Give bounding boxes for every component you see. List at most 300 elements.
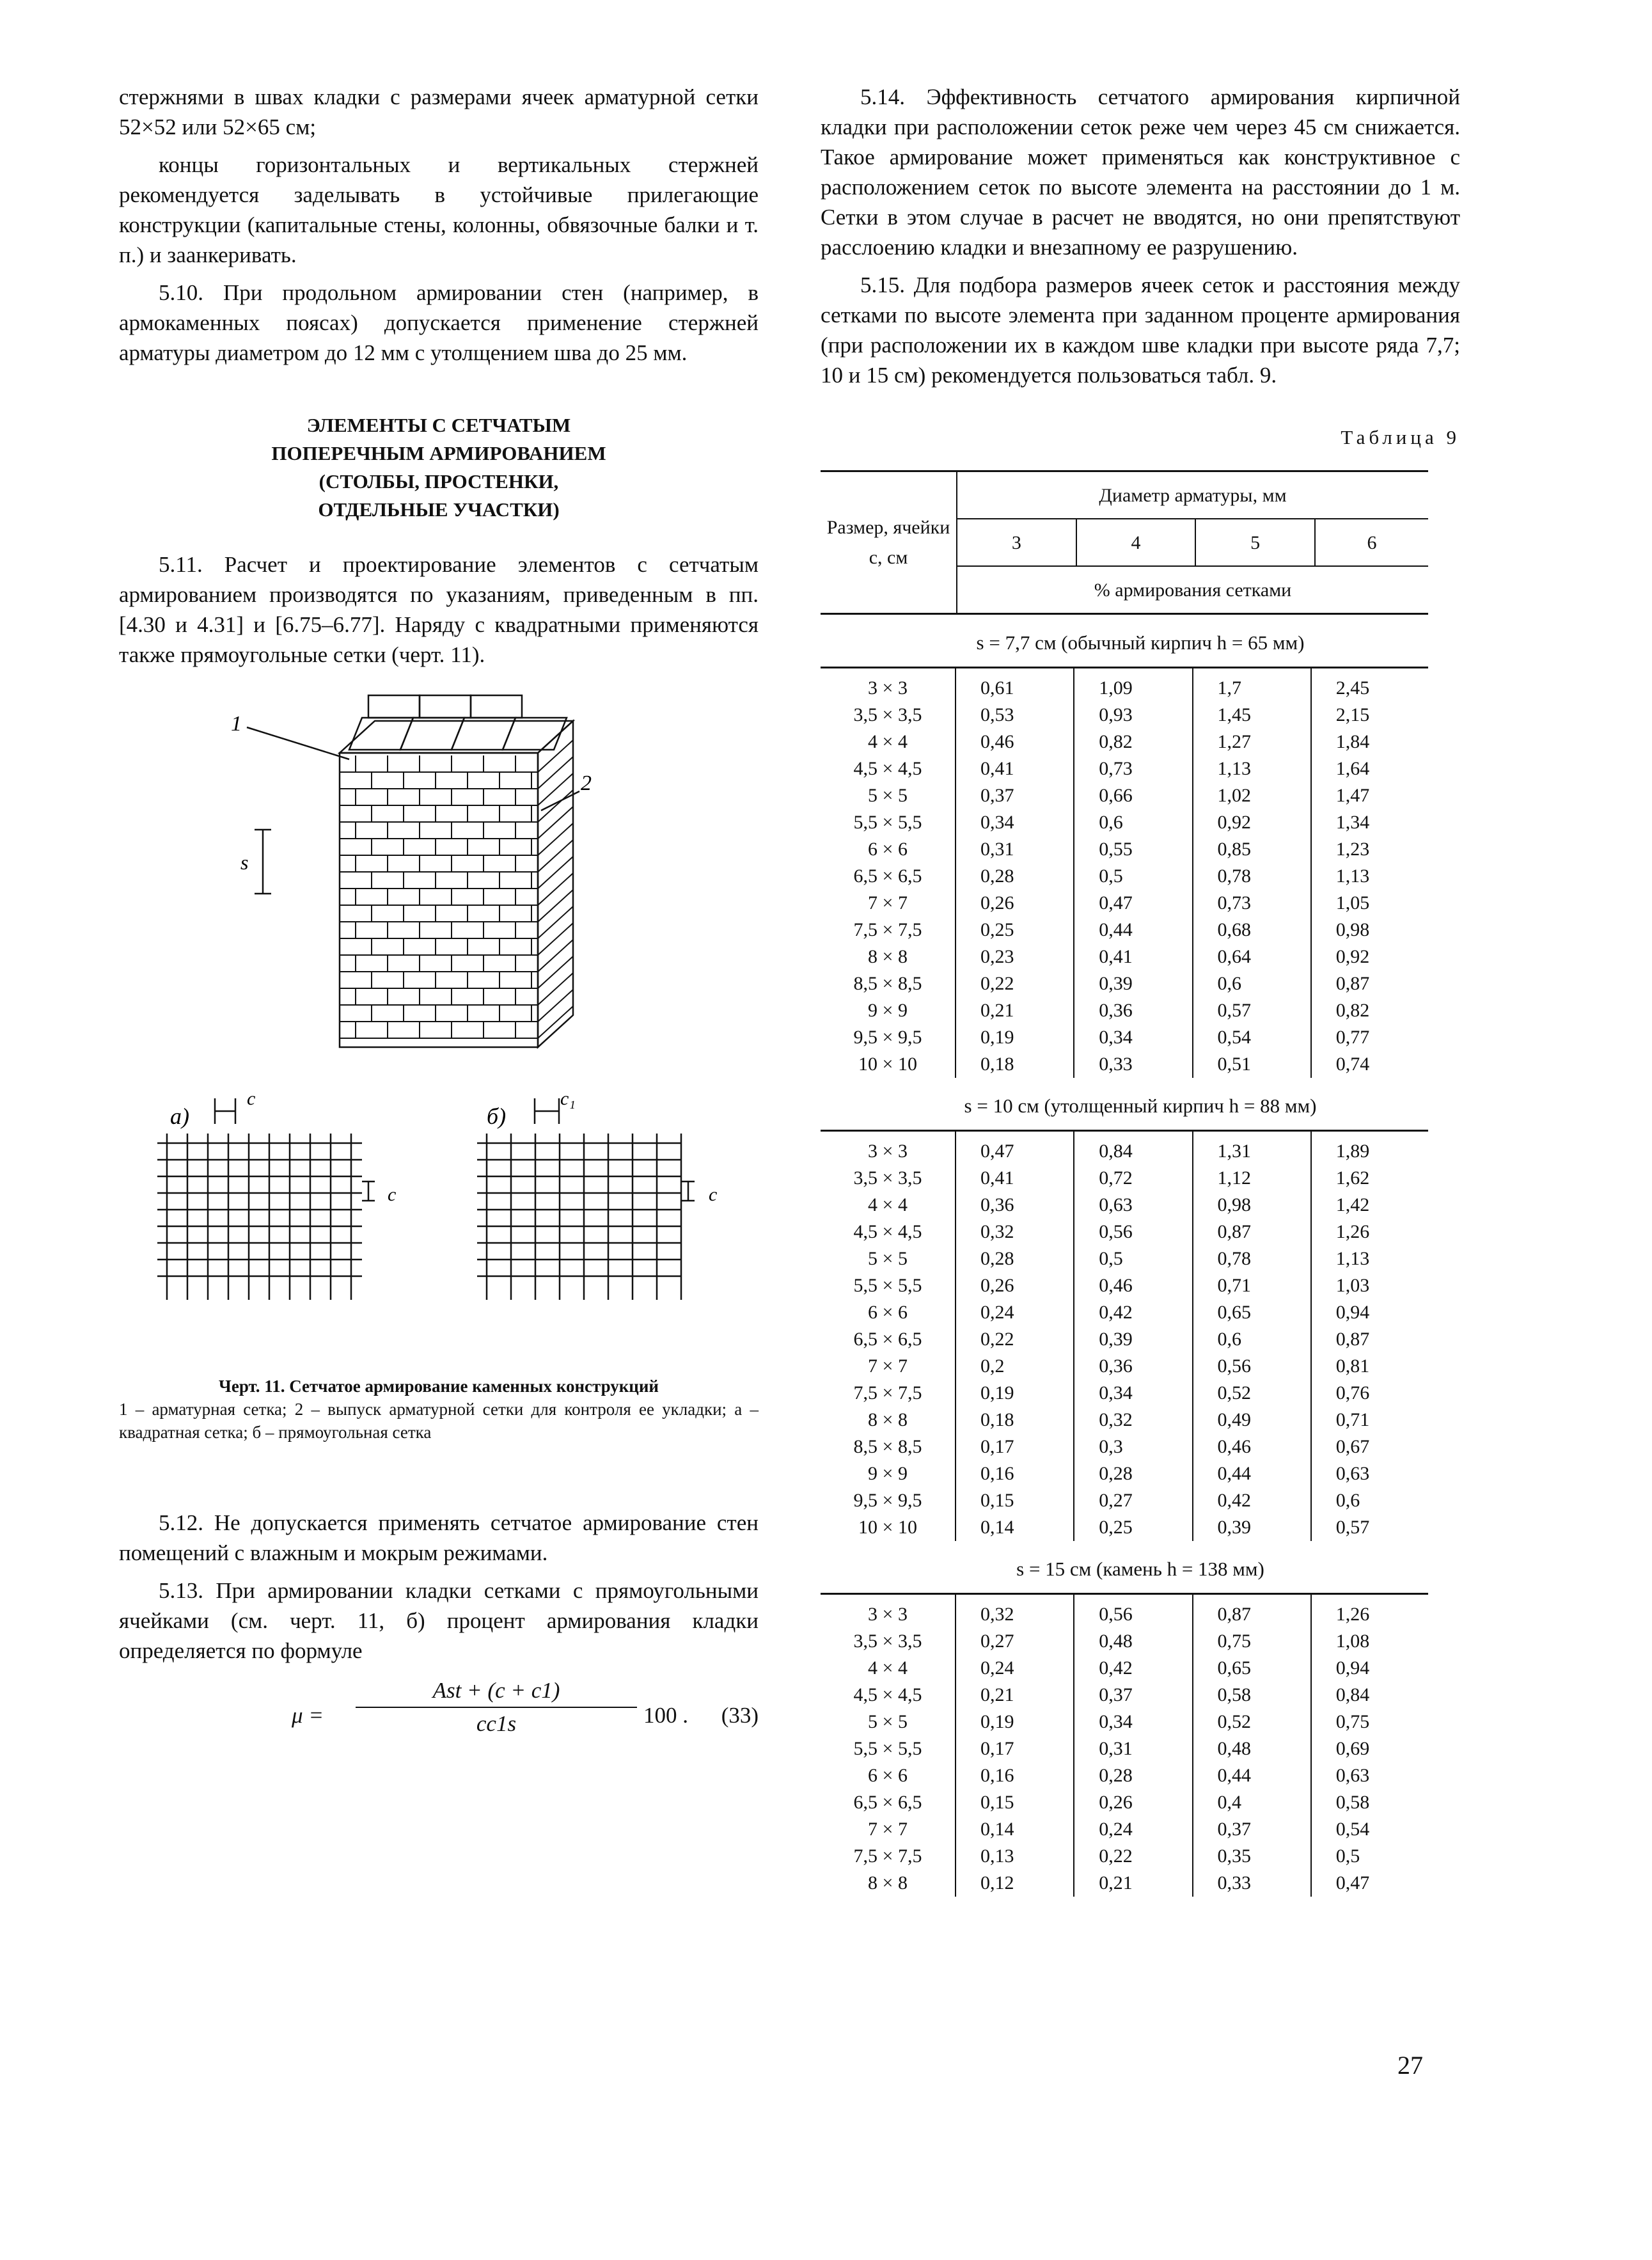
cell-size: 5,5 × 5,5 xyxy=(853,812,922,833)
table-row xyxy=(821,1407,1428,1434)
cell-value: 0,63 xyxy=(1311,1460,1428,1487)
section-heading xyxy=(119,411,759,524)
cell-size: 3 × 3 xyxy=(868,677,908,699)
cell-value: 0,15 xyxy=(956,1487,1074,1514)
cell-value: 0,6 xyxy=(1193,1326,1311,1353)
cell-value: 0,71 xyxy=(1311,1407,1428,1434)
header-d4: 4 xyxy=(1076,519,1196,566)
cell-value: 1,34 xyxy=(1311,809,1428,836)
table-row xyxy=(821,944,1428,970)
top-brick xyxy=(471,695,522,718)
cell-size: 7 × 7 xyxy=(868,1819,908,1840)
cell-value: 0,39 xyxy=(1074,1326,1192,1353)
cell-size: 4 × 4 xyxy=(868,1657,908,1679)
cell-value: 0,13 xyxy=(956,1843,1074,1870)
cell-value: 0,28 xyxy=(1074,1460,1192,1487)
paragraph-continuation: стержнями в швах кладки с размерами ячеек арматурной сетки 52×52 или 52×65 см; xyxy=(119,84,759,139)
cell-value: 0,75 xyxy=(1311,1709,1428,1735)
cell-size: 8,5 × 8,5 xyxy=(853,1436,922,1457)
cell-value: 1,05 xyxy=(1311,890,1428,917)
table-row xyxy=(821,1735,1428,1762)
cell-value: 0,73 xyxy=(1074,755,1192,782)
paragraph-5-14: 5.14. Эффективность сетчатого армирования кирпичной кладки при расположении сеток реже чем через 45 см снижается. Такое армирование может применяться как конструктивное с расположением сеток по высоте элемента на расстоянии до 1 м. Сетки в этом случае в расчет не вводятся, но они препятствуют расслоению кладки и внезапному ее разрушению. xyxy=(821,84,1460,260)
cell-value: 1,08 xyxy=(1311,1628,1428,1655)
cell-size: 9,5 × 9,5 xyxy=(853,1027,922,1048)
cell-value: 0,24 xyxy=(1074,1816,1192,1843)
cell-size: 5 × 5 xyxy=(868,1248,908,1269)
cell-value: 1,64 xyxy=(1311,755,1428,782)
cell-value: 0,46 xyxy=(1193,1434,1311,1460)
cell-value: 0,37 xyxy=(1074,1682,1192,1709)
table-row xyxy=(821,1353,1428,1380)
formula-33 xyxy=(119,1675,759,1751)
top-brick xyxy=(420,695,471,718)
cell-size: 8 × 8 xyxy=(868,946,908,967)
header-d3: 3 xyxy=(957,519,1076,566)
cell-value: 0,34 xyxy=(1074,1380,1192,1407)
cell-value: 1,09 xyxy=(1074,668,1192,702)
cell-value: 0,21 xyxy=(956,997,1074,1024)
cell-value: 0,12 xyxy=(956,1870,1074,1897)
cell-value: 0,15 xyxy=(956,1789,1074,1816)
cell-size: 4,5 × 4,5 xyxy=(853,1221,922,1242)
cell-value: 0,24 xyxy=(956,1299,1074,1326)
cell-value: 0,42 xyxy=(1193,1487,1311,1514)
cell-value: 0,85 xyxy=(1193,836,1311,863)
table-row xyxy=(821,1460,1428,1487)
header-percent: % армирования сетками xyxy=(957,566,1428,614)
table-row xyxy=(821,1816,1428,1843)
formula-denominator: cc1s xyxy=(476,1711,517,1736)
cell-value: 0,57 xyxy=(1193,997,1311,1024)
cell-value: 0,25 xyxy=(956,917,1074,944)
label-c-side: c xyxy=(388,1184,397,1205)
cell-value: 0,78 xyxy=(1193,1245,1311,1272)
cell-value: 0,31 xyxy=(1074,1735,1192,1762)
table-row xyxy=(821,1165,1428,1192)
cell-value: 0,41 xyxy=(956,1165,1074,1192)
header-d5: 5 xyxy=(1195,519,1315,566)
cell-size: 6 × 6 xyxy=(868,839,908,860)
cell-value: 0,92 xyxy=(1311,944,1428,970)
cell-value: 0,65 xyxy=(1193,1655,1311,1682)
cell-value: 0,41 xyxy=(956,755,1074,782)
cell-value: 0,66 xyxy=(1074,782,1192,809)
section-title: s = 15 см (камень h = 138 мм) xyxy=(1016,1558,1264,1580)
heading-line: ПОПЕРЕЧНЫМ АРМИРОВАНИЕМ xyxy=(271,442,606,464)
cell-value: 0,87 xyxy=(1193,1219,1311,1245)
cell-value: 1,13 xyxy=(1193,755,1311,782)
cell-value: 1,31 xyxy=(1193,1131,1311,1166)
cell-value: 0,44 xyxy=(1193,1460,1311,1487)
cell-value: 0,33 xyxy=(1193,1870,1311,1897)
cell-value: 0,63 xyxy=(1311,1762,1428,1789)
cell-size: 5 × 5 xyxy=(868,785,908,806)
cell-value: 0,14 xyxy=(956,1514,1074,1541)
cell-size: 10 × 10 xyxy=(858,1054,917,1075)
cell-value: 1,42 xyxy=(1311,1192,1428,1219)
cell-value: 1,26 xyxy=(1311,1219,1428,1245)
cell-value: 0,37 xyxy=(1193,1816,1311,1843)
cell-value: 0,42 xyxy=(1074,1655,1192,1682)
table-row xyxy=(821,1245,1428,1272)
cell-value: 0,21 xyxy=(1074,1870,1192,1897)
cell-value: 0,82 xyxy=(1311,997,1428,1024)
cell-value: 0,47 xyxy=(1311,1870,1428,1897)
cell-value: 0,77 xyxy=(1311,1024,1428,1051)
mesh-drawing xyxy=(119,683,759,1482)
heading-line: (СТОЛБЫ, ПРОСТЕНКИ, xyxy=(319,470,559,493)
cell-value: 1,27 xyxy=(1193,729,1311,755)
data-table xyxy=(821,667,1428,1078)
cell-value: 0,87 xyxy=(1311,1326,1428,1353)
label-s: s xyxy=(240,851,249,874)
cell-value: 0,41 xyxy=(1074,944,1192,970)
cell-value: 1,45 xyxy=(1193,702,1311,729)
table-title: Таблица 9 xyxy=(1341,426,1460,448)
cell-value: 0,84 xyxy=(1074,1131,1192,1166)
cell-size: 6,5 × 6,5 xyxy=(853,865,922,887)
cell-value: 1,47 xyxy=(1311,782,1428,809)
cell-size: 7,5 × 7,5 xyxy=(853,919,922,940)
cell-value: 0,67 xyxy=(1311,1434,1428,1460)
cell-value: 0,32 xyxy=(956,1594,1074,1629)
cell-size: 7 × 7 xyxy=(868,892,908,913)
section-title: s = 7,7 см (обычный кирпич h = 65 мм) xyxy=(976,631,1305,654)
header-diameter: Диаметр арматуры, мм xyxy=(957,471,1428,519)
top-brick xyxy=(368,695,420,718)
formula-number: (33) xyxy=(721,1703,759,1728)
cell-size: 7,5 × 7,5 xyxy=(853,1382,922,1403)
cell-value: 0,44 xyxy=(1193,1762,1311,1789)
cell-value: 0,49 xyxy=(1193,1407,1311,1434)
cell-value: 0,5 xyxy=(1074,863,1192,890)
cell-value: 0,17 xyxy=(956,1735,1074,1762)
table-sections xyxy=(821,628,1460,1897)
cell-size: 6 × 6 xyxy=(868,1765,908,1786)
label-c-a: c xyxy=(247,1088,256,1109)
cell-size: 8 × 8 xyxy=(868,1872,908,1893)
cell-value: 0,36 xyxy=(956,1192,1074,1219)
heading-line: ОТДЕЛЬНЫЕ УЧАСТКИ) xyxy=(318,498,560,521)
cell-value: 1,13 xyxy=(1311,1245,1428,1272)
cell-value: 0,64 xyxy=(1193,944,1311,970)
cell-value: 0,98 xyxy=(1193,1192,1311,1219)
table-header xyxy=(821,470,1428,615)
top-brick xyxy=(349,718,413,750)
cell-value: 1,89 xyxy=(1311,1131,1428,1166)
cell-value: 0,42 xyxy=(1074,1299,1192,1326)
cell-size: 4 × 4 xyxy=(868,1194,908,1215)
top-brick xyxy=(503,718,567,750)
cell-value: 0,5 xyxy=(1074,1245,1192,1272)
cell-value: 0,18 xyxy=(956,1051,1074,1078)
table-row xyxy=(821,1843,1428,1870)
table-row xyxy=(821,890,1428,917)
cell-size: 6,5 × 6,5 xyxy=(853,1792,922,1813)
cell-value: 0,58 xyxy=(1193,1682,1311,1709)
cell-value: 0,61 xyxy=(956,668,1074,702)
cell-value: 0,54 xyxy=(1311,1816,1428,1843)
page-number: 27 xyxy=(1397,2051,1423,2080)
cell-value: 0,17 xyxy=(956,1434,1074,1460)
cell-size: 9 × 9 xyxy=(868,1463,908,1484)
table-row xyxy=(821,1762,1428,1789)
table-row xyxy=(821,1789,1428,1816)
cell-size: 4,5 × 4,5 xyxy=(853,758,922,779)
cell-value: 0,48 xyxy=(1074,1628,1192,1655)
cell-value: 0,87 xyxy=(1311,970,1428,997)
header-d6: 6 xyxy=(1315,519,1428,566)
cell-size: 10 × 10 xyxy=(858,1517,917,1538)
table-row xyxy=(821,1628,1428,1655)
cell-size: 3,5 × 3,5 xyxy=(853,704,922,725)
cell-size: 4,5 × 4,5 xyxy=(853,1684,922,1705)
table-row xyxy=(821,809,1428,836)
data-table xyxy=(821,1130,1428,1541)
cell-value: 0,33 xyxy=(1074,1051,1192,1078)
figure-caption xyxy=(119,1375,759,1444)
cell-value: 0,48 xyxy=(1193,1735,1311,1762)
cell-value: 0,37 xyxy=(956,782,1074,809)
column-front-face xyxy=(340,753,538,1047)
cell-size: 8,5 × 8,5 xyxy=(853,973,922,994)
cell-value: 0,56 xyxy=(1074,1219,1192,1245)
top-brick xyxy=(400,718,464,750)
table-row xyxy=(821,1131,1428,1166)
table-row xyxy=(821,1299,1428,1326)
cell-value: 0,22 xyxy=(956,970,1074,997)
cell-value: 0,72 xyxy=(1074,1165,1192,1192)
cell-value: 0,22 xyxy=(956,1326,1074,1353)
cell-value: 0,47 xyxy=(1074,890,1192,917)
table-row xyxy=(821,836,1428,863)
cell-size: 7 × 7 xyxy=(868,1355,908,1377)
cell-value: 1,84 xyxy=(1311,729,1428,755)
cell-value: 0,63 xyxy=(1074,1192,1192,1219)
cell-value: 0,2 xyxy=(956,1353,1074,1380)
cell-value: 0,52 xyxy=(1193,1380,1311,1407)
cell-value: 0,6 xyxy=(1193,970,1311,997)
cell-value: 0,53 xyxy=(956,702,1074,729)
section-title: s = 10 см (утолщенный кирпич h = 88 мм) xyxy=(964,1094,1317,1117)
cell-size: 6,5 × 6,5 xyxy=(853,1329,922,1350)
right-column xyxy=(821,82,1460,1897)
paragraph-5-13: 5.13. При армировании кладки сетками с прямоугольными ячейками (см. черт. 11, б) процент армирования кладки определяется по формуле xyxy=(119,1578,759,1663)
cell-value: 0,71 xyxy=(1193,1272,1311,1299)
formula-factor: 100 . xyxy=(643,1703,688,1728)
cell-size: 5,5 × 5,5 xyxy=(853,1738,922,1759)
cell-value: 0,19 xyxy=(956,1380,1074,1407)
cell-value: 0,6 xyxy=(1074,809,1192,836)
table-row xyxy=(821,863,1428,890)
left-column xyxy=(119,82,759,1751)
table-row xyxy=(821,1682,1428,1709)
header-size: Размер, ячейки с, см xyxy=(826,517,950,568)
cell-value: 0,23 xyxy=(956,944,1074,970)
table-row xyxy=(821,1380,1428,1407)
cell-value: 0,21 xyxy=(956,1682,1074,1709)
cell-value: 0,51 xyxy=(1193,1051,1311,1078)
cell-size: 9,5 × 9,5 xyxy=(853,1490,922,1511)
cell-size: 4 × 4 xyxy=(868,731,908,752)
table-row xyxy=(821,1051,1428,1078)
cell-value: 0,65 xyxy=(1193,1299,1311,1326)
cell-value: 0,52 xyxy=(1193,1709,1311,1735)
cell-value: 0,19 xyxy=(956,1709,1074,1735)
cell-size: 3 × 3 xyxy=(868,1604,908,1625)
cell-value: 0,14 xyxy=(956,1816,1074,1843)
table-row xyxy=(821,1709,1428,1735)
cell-value: 1,12 xyxy=(1193,1165,1311,1192)
paragraph-5-11: 5.11. Расчет и проектирование элементов с сетчатым армированием производятся по указаниям, приведенным в пп. [4.30 и 4.31] и [6.75–6.77]. Наряду с квадратными применяются также прямоугольные сетки (черт. 11). xyxy=(119,552,759,667)
top-brick xyxy=(452,718,515,750)
label-2: 2 xyxy=(581,771,592,795)
cell-value: 0,39 xyxy=(1193,1514,1311,1541)
cell-value: 0,32 xyxy=(956,1219,1074,1245)
heading-line: ЭЛЕМЕНТЫ С СЕТЧАТЫМ xyxy=(306,414,571,436)
cell-value: 0,25 xyxy=(1074,1514,1192,1541)
cell-size: 7,5 × 7,5 xyxy=(853,1845,922,1867)
cell-value: 0,28 xyxy=(956,1245,1074,1272)
formula-numerator: Ast + (c + c1) xyxy=(356,1675,637,1708)
table-row xyxy=(821,1434,1428,1460)
cell-value: 0,28 xyxy=(1074,1762,1192,1789)
cell-value: 0,93 xyxy=(1074,702,1192,729)
cell-value: 0,27 xyxy=(956,1628,1074,1655)
cell-value: 0,84 xyxy=(1311,1682,1428,1709)
cell-value: 0,68 xyxy=(1193,917,1311,944)
cell-value: 0,94 xyxy=(1311,1655,1428,1682)
table-row xyxy=(821,970,1428,997)
table-row xyxy=(821,668,1428,702)
cell-size: 3,5 × 3,5 xyxy=(853,1631,922,1652)
cell-value: 0,34 xyxy=(956,809,1074,836)
cell-value: 0,56 xyxy=(1193,1353,1311,1380)
cell-size: 5 × 5 xyxy=(868,1711,908,1732)
table-row xyxy=(821,1326,1428,1353)
rectangular-mesh xyxy=(477,1098,695,1300)
table-row xyxy=(821,755,1428,782)
cell-size: 5,5 × 5,5 xyxy=(853,1275,922,1296)
table-row xyxy=(821,1655,1428,1682)
cell-value: 0,92 xyxy=(1193,809,1311,836)
table-row xyxy=(821,1272,1428,1299)
cell-value: 0,73 xyxy=(1193,890,1311,917)
caption-text: 1 – арматурная сетка; 2 – выпуск арматурной сетки для контроля ее укладки; а – квадратная сетка; б – прямоугольная сетка xyxy=(119,1400,759,1442)
cell-value: 0,82 xyxy=(1074,729,1192,755)
paragraph-ends-anchoring: концы горизонтальных и вертикальных стержней рекомендуется заделывать в устойчивые прилегающие конструкции (капитальные стены, колонны, обвязочные балки и т. п.) и заанкеривать. xyxy=(119,152,759,267)
cell-value: 0,31 xyxy=(956,836,1074,863)
cell-value: 0,75 xyxy=(1193,1628,1311,1655)
formula-fraction xyxy=(356,1675,637,1740)
table-row xyxy=(821,1514,1428,1541)
cell-value: 0,5 xyxy=(1311,1843,1428,1870)
cell-value: 0,56 xyxy=(1074,1594,1192,1629)
cell-value: 0,34 xyxy=(1074,1709,1192,1735)
cell-value: 2,45 xyxy=(1311,668,1428,702)
cell-size: 6 × 6 xyxy=(868,1302,908,1323)
data-table xyxy=(821,1593,1428,1897)
table-row xyxy=(821,702,1428,729)
cell-value: 0,28 xyxy=(956,863,1074,890)
cell-value: 0,55 xyxy=(1074,836,1192,863)
label-1: 1 xyxy=(231,712,242,736)
cell-value: 0,54 xyxy=(1193,1024,1311,1051)
label-a: а) xyxy=(170,1103,189,1129)
label-c-side-b: c xyxy=(709,1184,718,1205)
table-row xyxy=(821,1594,1428,1629)
cell-size: 3 × 3 xyxy=(868,1141,908,1162)
table-row xyxy=(821,997,1428,1024)
cell-value: 0,16 xyxy=(956,1762,1074,1789)
figure-11 xyxy=(119,683,759,1482)
cell-value: 0,36 xyxy=(1074,1353,1192,1380)
cell-value: 0,46 xyxy=(956,729,1074,755)
cell-value: 0,24 xyxy=(956,1655,1074,1682)
cell-value: 0,26 xyxy=(956,1272,1074,1299)
table-row xyxy=(821,1487,1428,1514)
cell-value: 0,34 xyxy=(1074,1024,1192,1051)
table-row xyxy=(821,729,1428,755)
cell-value: 1,26 xyxy=(1311,1594,1428,1629)
table-row xyxy=(821,782,1428,809)
paragraph-5-10: 5.10. При продольном армировании стен (например, в армокаменных поясах) допускается применение стержней арматуры диаметром до 12 мм с утолщением шва до 25 мм. xyxy=(119,280,759,365)
cell-value: 0,36 xyxy=(1074,997,1192,1024)
cell-value: 0,27 xyxy=(1074,1487,1192,1514)
cell-value: 1,7 xyxy=(1193,668,1311,702)
cell-value: 0,19 xyxy=(956,1024,1074,1051)
cell-value: 0,26 xyxy=(956,890,1074,917)
cell-value: 0,6 xyxy=(1311,1487,1428,1514)
cell-value: 1,13 xyxy=(1311,863,1428,890)
cell-value: 0,98 xyxy=(1311,917,1428,944)
cell-value: 0,81 xyxy=(1311,1353,1428,1380)
table-row xyxy=(821,1219,1428,1245)
cell-size: 3,5 × 3,5 xyxy=(853,1167,922,1189)
cell-size: 8 × 8 xyxy=(868,1409,908,1430)
table-row xyxy=(821,1192,1428,1219)
cell-value: 0,39 xyxy=(1074,970,1192,997)
cell-value: 0,32 xyxy=(1074,1407,1192,1434)
table-row xyxy=(821,1024,1428,1051)
table-row xyxy=(821,917,1428,944)
cell-value: 0,26 xyxy=(1074,1789,1192,1816)
cell-value: 0,3 xyxy=(1074,1434,1192,1460)
cell-value: 0,78 xyxy=(1193,863,1311,890)
cell-value: 0,35 xyxy=(1193,1843,1311,1870)
cell-value: 0,74 xyxy=(1311,1051,1428,1078)
cell-value: 0,57 xyxy=(1311,1514,1428,1541)
cell-value: 1,23 xyxy=(1311,836,1428,863)
cell-value: 1,03 xyxy=(1311,1272,1428,1299)
cell-value: 0,16 xyxy=(956,1460,1074,1487)
cell-value: 2,15 xyxy=(1311,702,1428,729)
label-b: б) xyxy=(487,1103,507,1129)
cell-value: 1,62 xyxy=(1311,1165,1428,1192)
cell-value: 0,4 xyxy=(1193,1789,1311,1816)
cell-value: 1,02 xyxy=(1193,782,1311,809)
cell-size: 9 × 9 xyxy=(868,1000,908,1021)
cell-value: 0,22 xyxy=(1074,1843,1192,1870)
caption-title: Черт. 11. Сетчатое армирование каменных конструкций xyxy=(219,1377,659,1396)
cell-value: 0,94 xyxy=(1311,1299,1428,1326)
paragraph-5-15: 5.15. Для подбора размеров ячеек сеток и расстояния между сетками по высоте элемента при заданном проценте армирования (при расположении их в каждом шве кладки при высоте ряда 7,7; 10 и 15 см) рекомендуется пользоваться табл. 9. xyxy=(821,273,1460,388)
cell-value: 0,44 xyxy=(1074,917,1192,944)
cell-value: 0,47 xyxy=(956,1131,1074,1166)
cell-value: 0,76 xyxy=(1311,1380,1428,1407)
table-row xyxy=(821,1870,1428,1897)
